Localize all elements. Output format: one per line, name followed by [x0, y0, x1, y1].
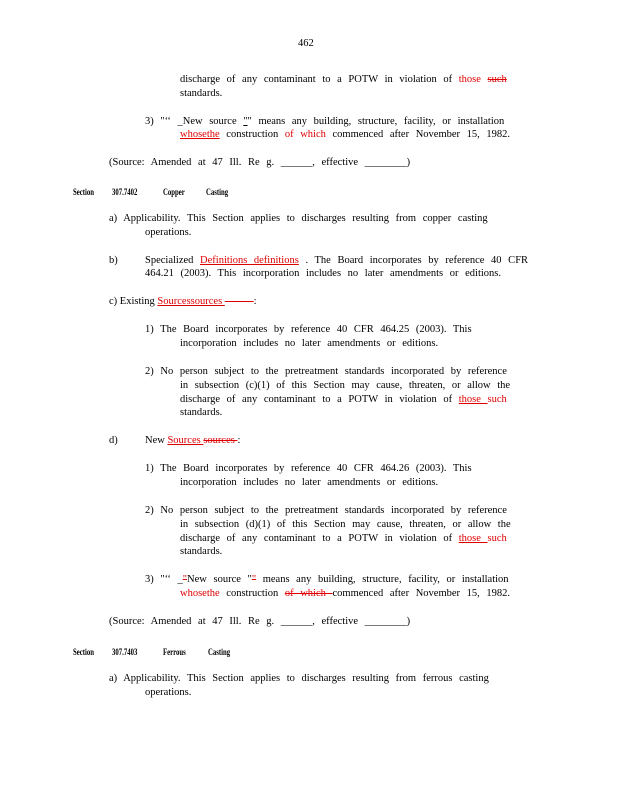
definition-1-line-1: [145, 115, 504, 129]
text-run: discharge of any contaminant to a POTW in violation of: [180, 394, 459, 405]
text-run: :: [237, 435, 241, 446]
deleted-text: of which: [284, 588, 333, 599]
text-run: construction: [219, 129, 285, 140]
text-run: . The Board incorporates by reference 40 CFR: [298, 255, 529, 266]
subsection-b-line-2: 464.21 (2003). This incorporation includes no later amendments or editions.: [145, 268, 501, 279]
inserted-text: whosethe: [180, 588, 220, 599]
section-number: 307.7402: [112, 187, 138, 197]
definition-2-line-1: [145, 573, 509, 587]
c1-line-1: 1) The Board incorporates by reference 40 CFR 464.25 (2003). This: [145, 324, 472, 335]
inserted-text: such: [487, 394, 507, 405]
applicability-2-line-2: operations.: [145, 687, 192, 698]
text-run: New: [145, 435, 168, 446]
subsection-b-line-1: [145, 254, 528, 268]
d2-line-4: standards.: [180, 546, 223, 557]
subsection-d-label: d): [109, 435, 118, 446]
text-run: commenced after November 15, 1982.: [332, 588, 511, 599]
source-note-2: (Source: Amended at 47 Ill. Re g. ______, effective ________): [109, 616, 411, 627]
c2-line-2: in subsection (c)(1) of this Section may cause, threaten, or allow the: [180, 380, 511, 391]
text-run: discharge of any contaminant to a POTW in violation of: [180, 74, 459, 85]
page-number: 462: [298, 38, 314, 49]
c2-line-1: 2) No person subject to the pretreatment standards incorporated by reference: [145, 366, 507, 377]
definition-2-line-2: [180, 587, 510, 601]
text-run: _: [177, 574, 183, 585]
applicability-1-line-2: operations.: [145, 227, 192, 238]
d1-line-2: incorporation includes no later amendments or editions.: [180, 477, 439, 488]
d2-line-1: 2) No person subject to the pretreatment standards incorporated by reference: [145, 505, 507, 516]
definition-1-line-2: [180, 128, 510, 142]
text-run: ": [243, 116, 248, 127]
deleted-text: ": [182, 574, 188, 585]
section-title-word-1: Copper: [163, 187, 185, 197]
text-run: means any building, structure, facility, or installation: [256, 574, 509, 585]
d1-line-1: 1) The Board incorporates by reference 40 CFR 464.26 (2003). This: [145, 463, 472, 474]
applicability-1-line-1: a) Applicability. This Section applies to discharges resulting from copper casting: [109, 213, 488, 224]
subsection-b-label: b): [109, 255, 118, 266]
section-title-word-1: Ferrous: [163, 647, 186, 657]
d2-line-2: in subsection (d)(1) of this Section may cause, threaten, or allow the: [180, 519, 511, 530]
text-run: construction: [219, 588, 285, 599]
inserted-text: those: [458, 394, 488, 405]
inserted-text: Sourcessources: [157, 296, 225, 307]
c1-line-2: incorporation includes no later amendments or editions.: [180, 338, 439, 349]
section-title-word-2: Casting: [206, 187, 229, 197]
inserted-text: Sources: [167, 435, 204, 446]
c2-line-3: [180, 393, 507, 407]
subsection-d-heading: [145, 434, 240, 448]
text-run: New source ": [187, 574, 252, 585]
text-run: discharge of any contaminant to a POTW in violation of: [180, 533, 459, 544]
subsection-c-heading: [109, 295, 257, 309]
inserted-text: those: [458, 533, 488, 544]
deleted-text: [225, 296, 254, 307]
applicability-2-line-1: a) Applicability. This Section applies to discharges resulting from ferrous casting: [109, 673, 489, 684]
text-run: :: [253, 296, 257, 307]
section-number: 307.7403: [112, 647, 138, 657]
cont-line-1: [180, 73, 507, 87]
text-run: c) Existing: [109, 296, 158, 307]
inserted-text: those: [458, 74, 481, 85]
text-run: commenced after November 15, 1982.: [325, 129, 511, 140]
c2-line-4: standards.: [180, 407, 223, 418]
text-run: 3) "‘‘: [145, 116, 178, 127]
inserted-text: of which: [284, 129, 326, 140]
section-label: Section: [73, 647, 94, 657]
source-note-1: (Source: Amended at 47 Ill. Re g. ______, effective ________): [109, 157, 411, 168]
text-run: _New source: [177, 116, 244, 127]
text-run: 3) "‘‘: [145, 574, 178, 585]
section-title-word-2: Casting: [208, 647, 231, 657]
deleted-text: sources: [203, 435, 238, 446]
text-run: " means any building, structure, facility, or installation: [247, 116, 505, 127]
text-run: Specialized: [145, 255, 201, 266]
deleted-text: such: [487, 74, 507, 85]
inserted-text: such: [487, 533, 507, 544]
text-run: [481, 74, 488, 85]
d2-line-3: [180, 532, 507, 546]
deleted-text: ": [251, 574, 257, 585]
inserted-text: whosethe: [180, 129, 220, 140]
section-label: Section: [73, 187, 94, 197]
inserted-text: Definitions definitions: [200, 255, 299, 266]
cont-line-2: standards.: [180, 88, 223, 99]
